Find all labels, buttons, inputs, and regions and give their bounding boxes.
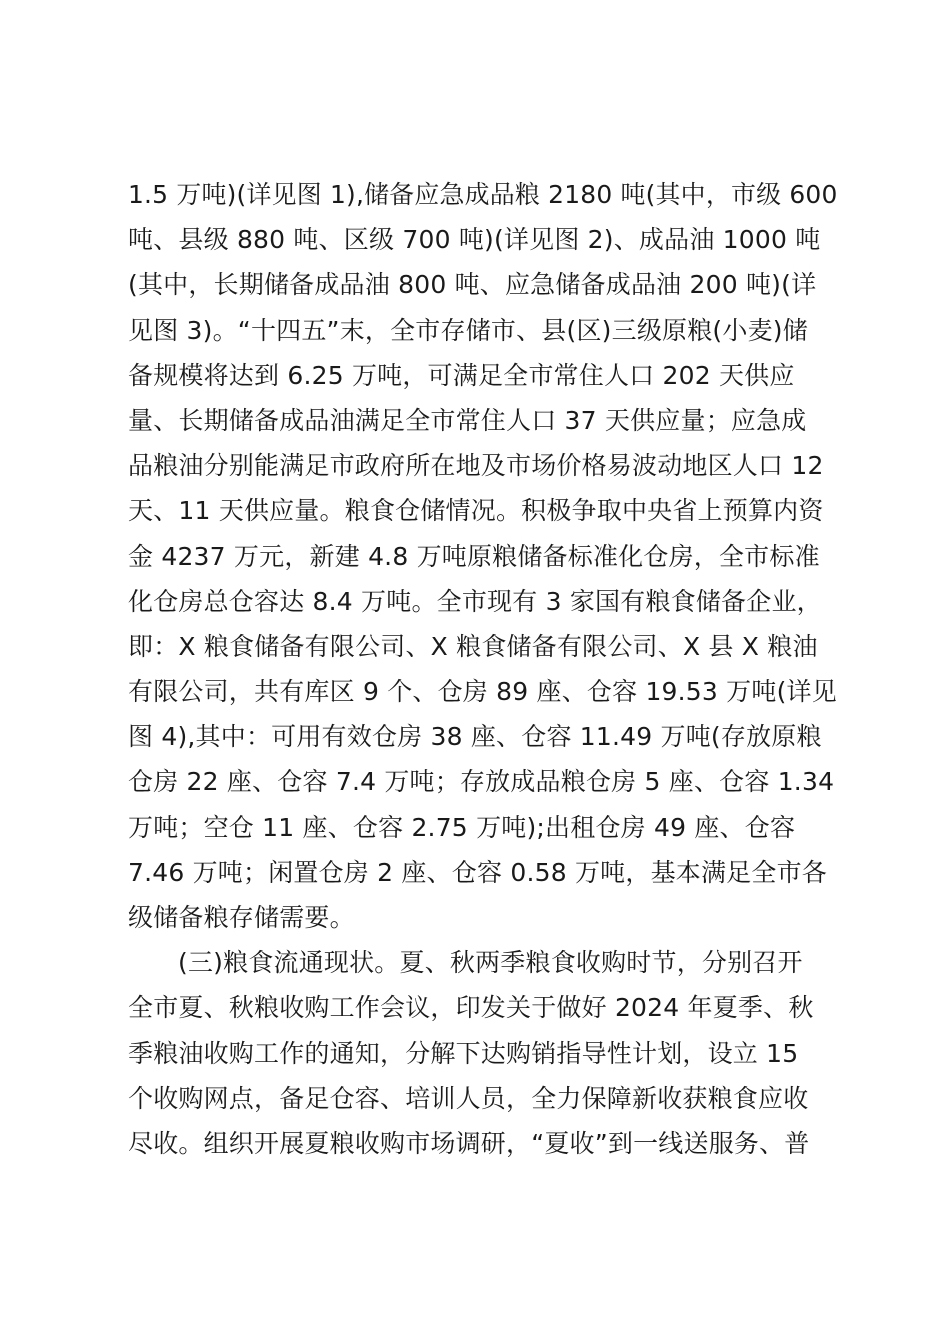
text-line: 尽收。组织开展夏粮收购市场调研，“夏收”到一线送服务、普 xyxy=(128,1128,810,1158)
text-line: 7.46 万吨；闲置仓房 2 座、仓容 0.58 万吨，基本满足全市各 xyxy=(128,857,827,887)
body-text xyxy=(128,172,838,1166)
text-line: 1.5 万吨)(详见图 1),储备应急成品粮 2180 吨(其中，市级 600 xyxy=(128,180,838,209)
text-line: 吨、县级 880 吨、区级 700 吨)(详见图 2)、成品油 1000 吨 xyxy=(128,225,821,255)
text-line: 见图 3)。“十四五”末，全市存储市、县(区)三级原粮(小麦)储 xyxy=(128,315,808,345)
text-line: 万吨；空仓 11 座、仓容 2.75 万吨);出租仓房 49 座、仓容 xyxy=(128,812,796,842)
text-line: 个收购网点，备足仓容、培训人员，全力保障新收获粮食应收 xyxy=(128,1083,809,1113)
text-line: 仓房 22 座、仓容 7.4 万吨；存放成品粮仓房 5 座、仓容 1.34 xyxy=(128,767,835,797)
text-line: 季粮油收购工作的通知，分解下达购销指导性计划，设立 15 xyxy=(128,1038,799,1068)
text-line: 品粮油分别能满足市政府所在地及市场价格易波动地区人口 12 xyxy=(128,451,824,481)
text-line: 级储备粮存储需要。 xyxy=(128,903,355,932)
text-line: 天、11 天供应量。粮食仓储情况。积极争取中央省上预算内资 xyxy=(128,496,824,526)
text-line: (其中，长期储备成品油 800 吨、应急储备成品油 200 吨)(详 xyxy=(128,270,817,300)
text-line: 全市夏、秋粮收购工作会议，印发关于做好 2024 年夏季、秋 xyxy=(128,993,814,1023)
text-line: 图 4),其中：可用有效仓房 38 座、仓容 11.49 万吨(存放原粮 xyxy=(128,722,822,752)
text-line: 量、长期储备成品油满足全市常住人口 37 天供应量；应急成 xyxy=(128,405,807,435)
text-line: 备规模将达到 6.25 万吨，可满足全市常住人口 202 天供应 xyxy=(128,360,795,390)
text-line: 金 4237 万元，新建 4.8 万吨原粮储备标准化仓房，全市标准 xyxy=(128,541,820,571)
paragraph-start-line: (三)粮食流通现状。夏、秋两季粮食收购时节，分别召开 xyxy=(178,948,803,978)
text-line: 化仓房总仓容达 8.4 万吨。全市现有 3 家国有粮食储备企业， xyxy=(128,586,822,616)
text-line: 有限公司，共有库区 9 个、仓房 89 座、仓容 19.53 万吨(详见 xyxy=(128,677,837,707)
text-line: 即：X 粮食储备有限公司、X 粮食储备有限公司、X 县 X 粮油 xyxy=(128,631,818,661)
